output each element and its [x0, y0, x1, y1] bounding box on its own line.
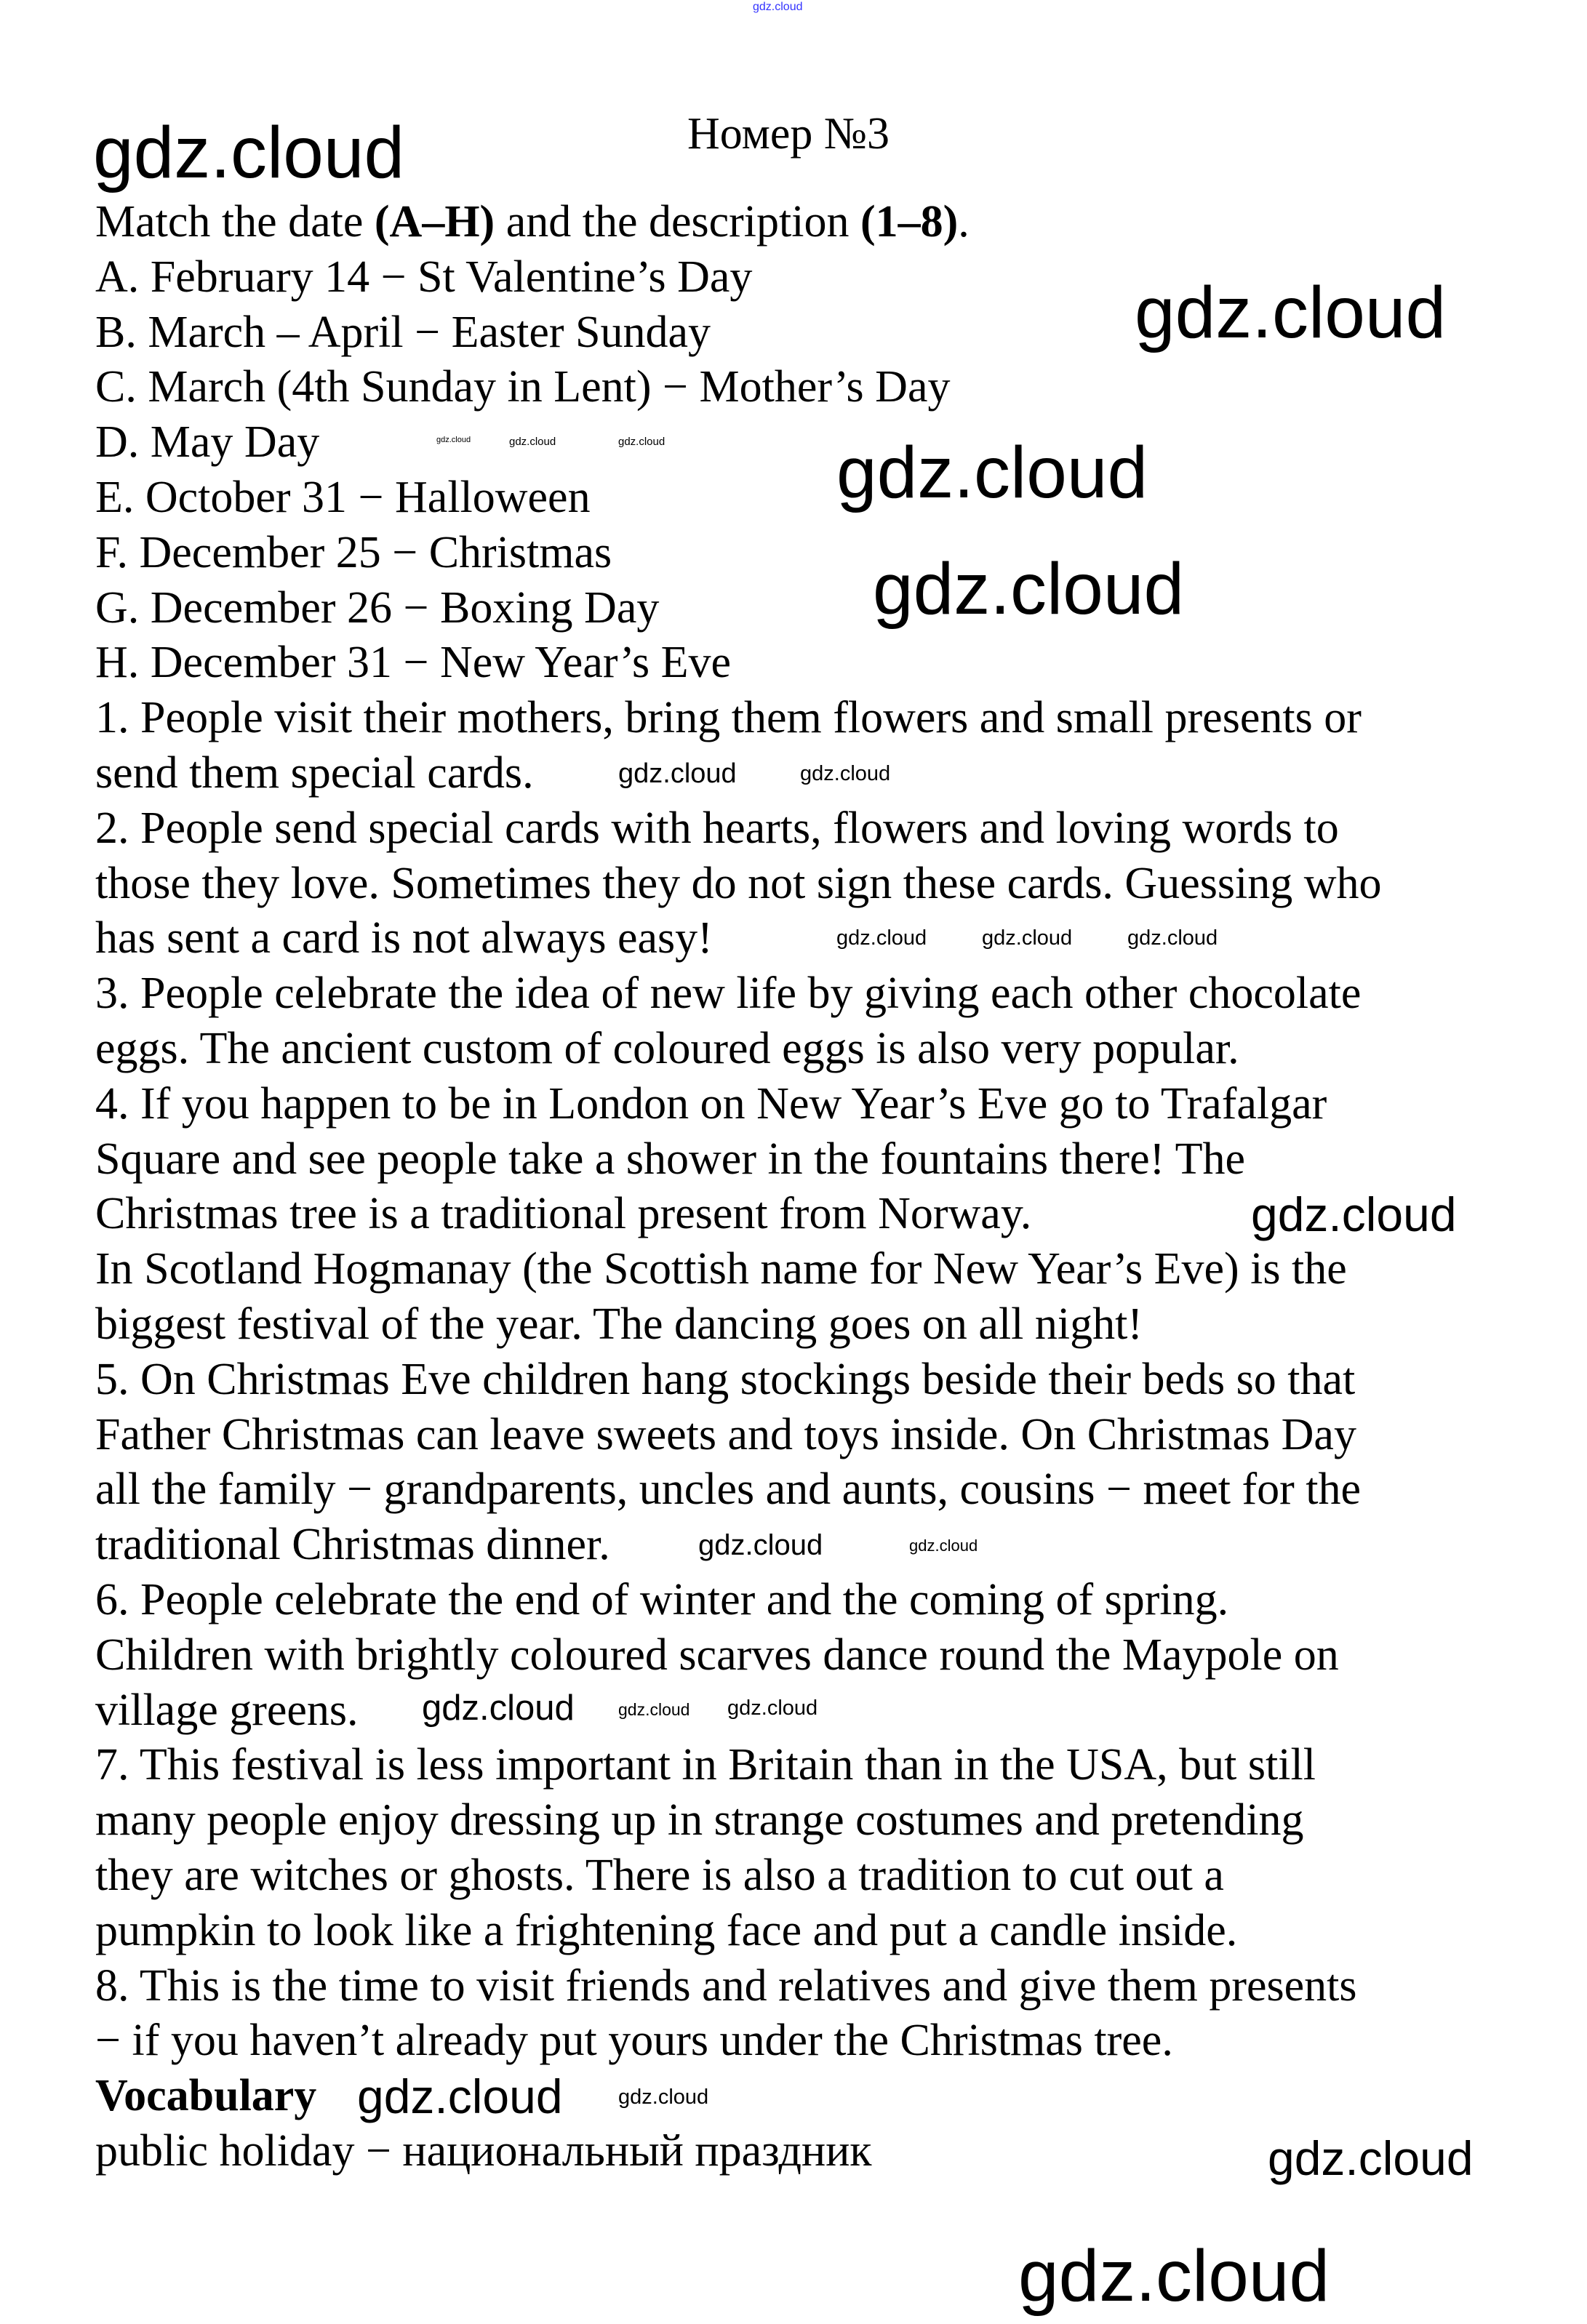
bold-text: (1–8) — [860, 197, 959, 247]
text-line — [95, 1242, 1347, 1297]
watermark: gdz.cloud — [436, 436, 471, 444]
bold-text: (A–H) — [374, 197, 495, 247]
text-segment: Children with brightly coloured scarves dance round the Maypole on — [95, 1630, 1339, 1680]
text-segment: pumpkin to look like a frightening face and put a candle inside. — [95, 1905, 1238, 1955]
text-segment: and the description — [495, 197, 860, 247]
document-body — [95, 195, 1381, 2179]
text-line — [95, 636, 731, 691]
watermark: gdz.cloud — [618, 2085, 709, 2109]
text-line — [95, 581, 659, 636]
text-segment: 8. This is the time to visit friends and relatives and give them presents — [95, 1960, 1357, 2011]
watermark: gdz.cloud — [509, 436, 556, 448]
watermark: gdz.cloud — [836, 432, 1148, 513]
text-line — [95, 1353, 1355, 1408]
text-segment: 3. People celebrate the idea of new life by giving each other chocolate — [95, 969, 1362, 1019]
text-line — [95, 1628, 1339, 1683]
watermark: gdz.cloud — [618, 436, 665, 448]
text-segment: F. December 25 − Christmas — [95, 527, 612, 577]
text-line — [95, 1518, 610, 1573]
text-segment: biggest festival of the year. The dancing goes on all night! — [95, 1299, 1143, 1349]
text-segment: B. March – April − Easter Sunday — [95, 307, 711, 357]
text-segment: many people enjoy dressing up in strange costumes and pretending — [95, 1795, 1304, 1846]
watermark: gdz.cloud — [93, 112, 405, 193]
text-segment: send them special cards. — [95, 748, 534, 798]
watermark: gdz.cloud — [727, 1696, 818, 1720]
text-segment: those they love. Sometimes they do not sign these cards. Guessing who — [95, 858, 1382, 908]
text-segment: 2. People send special cards with hearts, flowers and loving words to — [95, 803, 1339, 853]
text-line — [95, 911, 713, 966]
text-segment: D. May Day — [95, 417, 320, 468]
text-line — [95, 691, 1362, 746]
text-line — [95, 1462, 1361, 1518]
text-line — [95, 2069, 316, 2124]
watermark: gdz.cloud — [698, 1529, 823, 1561]
bold-text: Vocabulary — [95, 2071, 317, 2121]
watermark: gdz.cloud — [1251, 1187, 1457, 1241]
text-segment: H. December 31 − New Year’s Eve — [95, 638, 732, 688]
text-line — [95, 1959, 1357, 2014]
text-segment: eggs. The ancient custom of coloured eggs is also very popular. — [95, 1023, 1239, 1073]
text-line — [95, 1022, 1239, 1077]
text-segment: 6. People celebrate the end of winter and the coming of spring. — [95, 1574, 1229, 1624]
text-line — [95, 250, 752, 305]
text-line — [95, 2124, 872, 2179]
watermark: gdz.cloud — [357, 2069, 563, 2123]
watermark: gdz.cloud — [836, 926, 927, 950]
text-line — [95, 305, 711, 361]
watermark: gdz.cloud — [873, 548, 1185, 630]
text-line — [95, 1738, 1316, 1793]
watermark: gdz.cloud — [618, 1700, 690, 1719]
text-segment: has sent a card is not always easy! — [95, 913, 713, 963]
text-line — [95, 470, 591, 526]
text-line — [95, 1132, 1245, 1187]
instruction-line — [95, 195, 970, 250]
watermark: gdz.cloud — [422, 1688, 575, 1728]
watermark: gdz.cloud — [1268, 2131, 1474, 2185]
text-line — [95, 1077, 1327, 1132]
text-segment: they are witches or ghosts. There is also a tradition to cut out a — [95, 1850, 1224, 1900]
text-segment: C. March (4th Sunday in Lent) − Mother’s Day — [95, 362, 951, 412]
text-segment: 5. On Christmas Eve children hang stockings beside their beds so that — [95, 1354, 1356, 1404]
text-segment: 1. People visit their mothers, bring them flowers and small presents or — [95, 693, 1362, 743]
text-line — [95, 415, 319, 470]
text-line — [95, 857, 1381, 912]
text-line — [95, 1904, 1237, 1959]
watermark: gdz.cloud — [1135, 272, 1447, 353]
watermark: gdz.cloud — [982, 926, 1073, 950]
text-segment: 4. If you happen to be in London on New Year’s Eve go to Trafalgar — [95, 1078, 1327, 1129]
text-segment: all the family − grandparents, uncles and aunts, cousins − meet for the — [95, 1464, 1361, 1515]
text-line — [95, 1187, 1031, 1242]
text-segment: . — [958, 197, 970, 247]
watermark: gdz.cloud — [800, 762, 891, 785]
text-line — [95, 2014, 1173, 2069]
text-segment: Square and see people take a shower in the fountains there! The — [95, 1134, 1245, 1184]
text-segment: 7. This festival is less important in Britain than in the USA, but still — [95, 1740, 1316, 1790]
text-line — [95, 801, 1339, 857]
text-segment: − if you haven’t already put yours under the Christmas tree. — [95, 2016, 1173, 2066]
text-line — [95, 1848, 1224, 1904]
text-segment: public holiday − национальный праздник — [95, 2125, 872, 2176]
text-segment: In Scotland Hogmanay (the Scottish name for New Year’s Eve) is the — [95, 1244, 1347, 1294]
text-line — [95, 360, 950, 415]
watermark: gdz.cloud — [753, 1, 803, 13]
text-line — [95, 1683, 359, 1739]
watermark: gdz.cloud — [618, 758, 737, 789]
text-line — [95, 966, 1361, 1022]
text-line — [95, 1573, 1228, 1628]
text-line — [95, 1297, 1143, 1353]
text-segment: E. October 31 − Halloween — [95, 472, 591, 522]
watermark: gdz.cloud — [1018, 2235, 1330, 2317]
watermark: gdz.cloud — [909, 1536, 978, 1555]
text-line — [95, 1793, 1304, 1848]
watermark: gdz.cloud — [1127, 926, 1218, 950]
text-segment: A. February 14 − St Valentine’s Day — [95, 252, 753, 302]
text-segment: Christmas tree is a traditional present from Norway. — [95, 1189, 1032, 1239]
text-segment: Father Christmas can leave sweets and toys inside. On Christmas Day — [95, 1409, 1356, 1459]
text-segment: traditional Christmas dinner. — [95, 1520, 610, 1570]
text-segment: G. December 26 − Boxing Day — [95, 582, 660, 633]
text-line — [95, 526, 612, 581]
text-line — [95, 746, 534, 801]
exercise-title: Номер №3 — [687, 109, 890, 159]
text-segment: Match the date — [95, 197, 375, 247]
text-segment: village greens. — [95, 1685, 359, 1735]
text-line — [95, 1408, 1356, 1463]
